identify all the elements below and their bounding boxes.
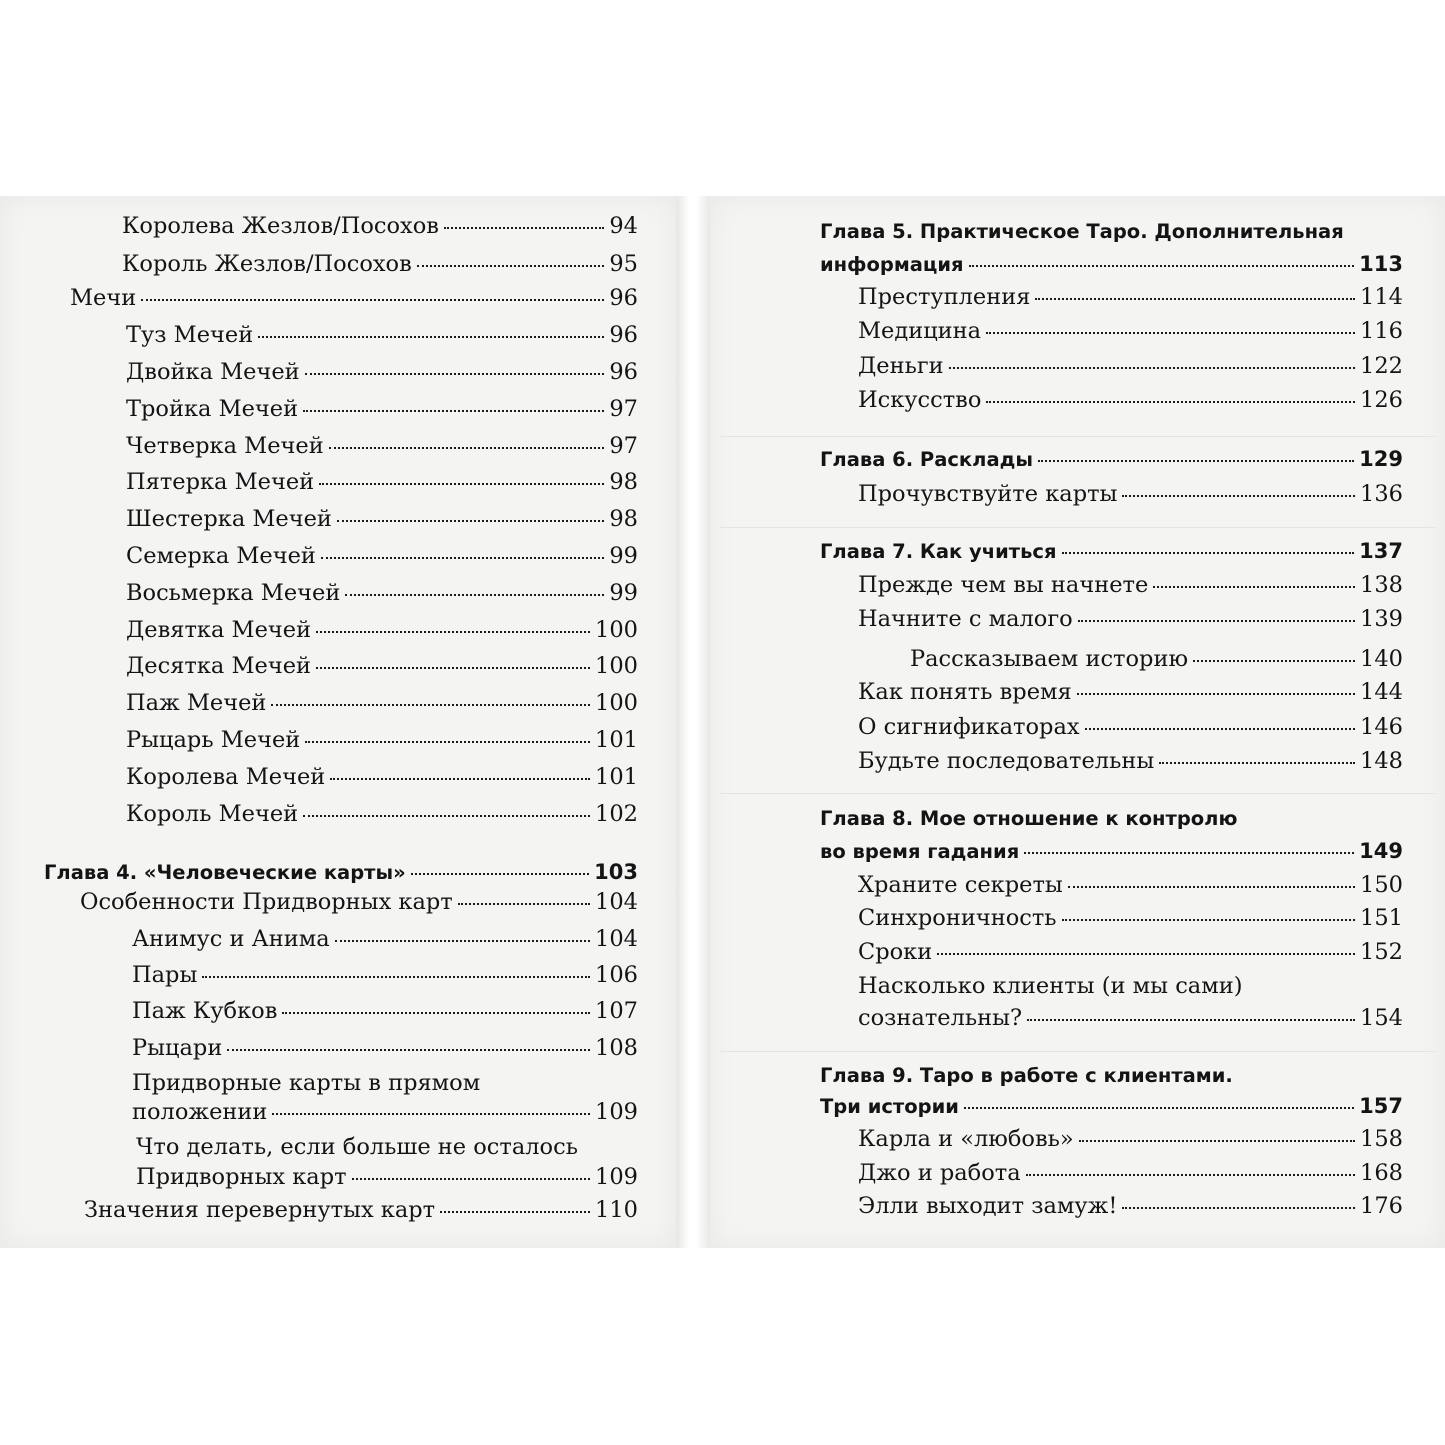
toc-entry-page: 158 (1360, 1126, 1403, 1152)
toc-entry (126, 432, 638, 460)
toc-entry (122, 250, 638, 278)
toc-entry-title-line: Придворные карты в прямом (132, 1070, 481, 1096)
dot-leader (1062, 919, 1355, 921)
toc-entry-title: Пары (132, 962, 198, 988)
toc-entry-page: 149 (1359, 839, 1403, 863)
toc-entry-page: 137 (1359, 539, 1403, 563)
toc-entry-page: 109 (595, 1099, 638, 1125)
toc-entry-title: Десятка Мечей (126, 653, 312, 679)
toc-entry-page: 103 (594, 860, 638, 884)
dot-leader (1159, 762, 1355, 764)
dot-leader (964, 1107, 1354, 1109)
toc-entry-title: Сроки (858, 939, 933, 965)
toc-entry-page: 168 (1360, 1160, 1403, 1186)
toc-entry-page: 98 (609, 469, 638, 495)
toc-entry-title: Карла и «любовь» (858, 1126, 1074, 1152)
toc-entry-title: Синхроничность (858, 905, 1057, 931)
toc-entry (858, 747, 1403, 775)
toc-entry (122, 212, 638, 240)
toc-entry-title: Придворных карт (136, 1164, 347, 1190)
toc-entry-title: Шестерка Мечей (126, 506, 332, 532)
dot-leader (444, 227, 604, 229)
toc-entry (126, 468, 638, 496)
toc-entry-page: 146 (1360, 714, 1403, 740)
toc-entry (126, 726, 638, 754)
dot-leader (227, 1049, 590, 1051)
toc-entry-title: Глава 6. Расклады (820, 448, 1033, 471)
toc-entry (126, 542, 638, 570)
dot-leader (272, 1113, 590, 1115)
toc-entry-title: Пятерка Мечей (126, 469, 315, 495)
toc-entry (858, 871, 1403, 899)
dot-leader (1068, 886, 1355, 888)
dot-leader (319, 483, 604, 485)
toc-entry-page: 100 (595, 690, 638, 716)
chapter-heading (820, 1092, 1403, 1121)
toc-entry (84, 1196, 638, 1224)
toc-entry (70, 284, 638, 312)
toc-entry-page: 96 (609, 359, 638, 385)
dot-leader (986, 401, 1355, 403)
toc-entry-page: 151 (1360, 905, 1403, 931)
toc-entry (132, 925, 638, 953)
toc-entry-title: Паж Кубков (132, 998, 278, 1024)
toc-entry-page: 144 (1360, 679, 1403, 705)
toc-entry-page: 106 (595, 962, 638, 988)
toc-entry-page: 94 (609, 213, 638, 239)
toc-entry-page: 99 (609, 580, 638, 606)
toc-entry (858, 938, 1403, 966)
dot-leader (305, 741, 590, 743)
dot-leader (1035, 298, 1355, 300)
dot-leader (986, 332, 1355, 334)
toc-entry (126, 505, 638, 533)
toc-entry (132, 1034, 638, 1062)
toc-list-right (710, 196, 1445, 1248)
chapter-heading-line: Глава 8. Мое отношение к контролю (820, 807, 1238, 830)
toc-entry-page: 107 (595, 998, 638, 1024)
toc-entry-title: положении (132, 1099, 268, 1125)
section-divider (720, 1051, 1435, 1052)
toc-entry-title: Глава 4. «Человеческие карты» (44, 861, 406, 884)
dot-leader (303, 815, 590, 817)
dot-leader (329, 447, 605, 449)
toc-entry-page: 157 (1359, 1094, 1403, 1118)
dot-leader (969, 265, 1355, 267)
toc-entry-title: Элли выходит замуж! (858, 1193, 1118, 1219)
toc-entry (858, 1125, 1403, 1153)
toc-entry-title: во время гадания (820, 840, 1020, 863)
section-divider (720, 527, 1435, 528)
toc-entry (126, 652, 638, 680)
toc-entry-page: 150 (1360, 872, 1403, 898)
dot-leader (1077, 693, 1355, 695)
toc-entry-page: 101 (595, 764, 638, 790)
dot-leader (1078, 620, 1355, 622)
toc-list-left (0, 196, 676, 1248)
toc-entry-page: 101 (595, 727, 638, 753)
toc-entry-title: Двойка Мечей (126, 359, 300, 385)
toc-entry-title: Медицина (858, 318, 982, 344)
toc-entry-title: Туз Мечей (126, 322, 254, 348)
toc-entry-title: Храните секреты (858, 872, 1063, 898)
dot-leader (316, 667, 590, 669)
toc-entry (910, 645, 1403, 673)
dot-leader (1026, 1174, 1355, 1176)
toc-entry-title: Особенности Придворных карт (80, 889, 453, 915)
dot-leader (1153, 586, 1355, 588)
dot-leader (202, 976, 590, 978)
toc-entry (126, 579, 638, 607)
toc-entry (858, 904, 1403, 932)
toc-entry (126, 800, 638, 828)
toc-entry-title: Джо и работа (858, 1160, 1021, 1186)
toc-entry-title: Начните с малого (858, 606, 1073, 632)
dot-leader (1122, 495, 1355, 497)
toc-entry-title: Прежде чем вы начнете (858, 572, 1149, 598)
dot-leader (330, 778, 590, 780)
toc-entry-page: 110 (595, 1197, 638, 1223)
dot-leader (271, 704, 590, 706)
toc-entry-title: Девятка Мечей (126, 617, 312, 643)
book-gutter (676, 196, 710, 1248)
toc-entry (858, 480, 1403, 508)
dot-leader (1085, 728, 1355, 730)
toc-entry (858, 386, 1403, 414)
section-divider (720, 436, 1435, 437)
dot-leader (345, 594, 604, 596)
dot-leader (937, 953, 1355, 955)
dot-leader (411, 873, 589, 875)
toc-entry (126, 763, 638, 791)
dot-leader (1027, 1019, 1355, 1021)
toc-entry-title: Мечи (70, 285, 137, 311)
toc-entry (858, 678, 1403, 706)
chapter-heading (820, 445, 1403, 474)
toc-entry (132, 961, 638, 989)
toc-entry (858, 317, 1403, 345)
toc-entry-page: 104 (595, 926, 638, 952)
dot-leader (417, 265, 605, 267)
toc-entry-title: Как понять время (858, 679, 1072, 705)
toc-entry-page: 109 (595, 1164, 638, 1190)
dot-leader (1122, 1207, 1355, 1209)
toc-entry-page: 102 (595, 801, 638, 827)
chapter-heading-line: Глава 9. Таро в работе с клиентами. (820, 1064, 1233, 1087)
dot-leader (335, 940, 590, 942)
dot-leader (305, 373, 605, 375)
dot-leader (1062, 552, 1355, 554)
toc-entry-page: 95 (609, 251, 638, 277)
dot-leader (282, 1012, 590, 1014)
toc-entry (126, 395, 638, 423)
toc-entry-page: 97 (609, 433, 638, 459)
chapter-heading (820, 250, 1403, 279)
right-book-page (710, 196, 1445, 1248)
dot-leader (316, 631, 590, 633)
toc-entry (858, 283, 1403, 311)
dot-leader (1193, 660, 1355, 662)
toc-entry (126, 689, 638, 717)
toc-entry-page: 140 (1360, 646, 1403, 672)
dot-leader (1038, 460, 1354, 462)
toc-entry-title: Четверка Мечей (126, 433, 324, 459)
toc-entry-title: О сигнификаторах (858, 714, 1080, 740)
toc-entry-page: 138 (1360, 572, 1403, 598)
toc-entry-title: Король Мечей (126, 801, 299, 827)
toc-entry-page: 113 (1359, 252, 1403, 276)
toc-entry-page: 96 (609, 322, 638, 348)
toc-entry-title: Значения перевернутых карт (84, 1197, 436, 1223)
dot-leader (258, 336, 604, 338)
toc-entry-page: 122 (1360, 353, 1403, 379)
toc-entry (858, 352, 1403, 380)
chapter-heading (820, 537, 1403, 566)
toc-entry-title: Семерка Мечей (126, 543, 316, 569)
toc-entry (126, 358, 638, 386)
toc-entry-title: Восьмерка Мечей (126, 580, 341, 606)
toc-entry (858, 1004, 1403, 1032)
toc-entry-title: Деньги (858, 353, 944, 379)
chapter-heading (44, 858, 638, 887)
dot-leader (337, 520, 604, 522)
toc-entry (858, 1192, 1403, 1220)
toc-entry-title: Три истории (820, 1095, 959, 1118)
toc-entry-page: 96 (609, 285, 638, 311)
toc-entry-page: 176 (1360, 1193, 1403, 1219)
toc-entry (80, 888, 638, 916)
toc-entry-page: 136 (1360, 481, 1403, 507)
toc-entry-page: 126 (1360, 387, 1403, 413)
toc-entry-title: Искусство (858, 387, 982, 413)
toc-entry-page: 139 (1360, 606, 1403, 632)
toc-entry (126, 321, 638, 349)
toc-entry-title: Преступления (858, 284, 1031, 310)
toc-entry-page: 152 (1360, 939, 1403, 965)
toc-entry (858, 1159, 1403, 1187)
toc-entry (858, 605, 1403, 633)
dot-leader (1024, 852, 1354, 854)
toc-entry (132, 997, 638, 1025)
toc-entry-page: 129 (1359, 447, 1403, 471)
dot-leader (303, 410, 604, 412)
dot-leader (949, 367, 1355, 369)
toc-entry-title: информация (820, 253, 964, 276)
toc-entry-title: Анимус и Анима (132, 926, 330, 952)
toc-entry-title: Рыцарь Мечей (126, 727, 301, 753)
left-book-page (0, 196, 676, 1248)
section-divider (720, 793, 1435, 794)
dot-leader (352, 1178, 590, 1180)
dot-leader (458, 903, 590, 905)
toc-entry-title: Прочувствуйте карты (858, 481, 1118, 507)
dot-leader (440, 1211, 590, 1213)
toc-entry-title-line: Что делать, если больше не осталось (136, 1134, 578, 1160)
toc-entry-title: Королева Мечей (126, 764, 326, 790)
toc-entry-title: Рыцари (132, 1035, 223, 1061)
toc-entry (126, 616, 638, 644)
dot-leader (1079, 1140, 1355, 1142)
toc-entry-page: 114 (1360, 284, 1403, 310)
toc-entry-page: 98 (609, 506, 638, 532)
toc-entry-page: 97 (609, 396, 638, 422)
toc-entry-page: 99 (609, 543, 638, 569)
toc-entry (858, 713, 1403, 741)
toc-entry (858, 571, 1403, 599)
toc-entry-title: Тройка Мечей (126, 396, 299, 422)
toc-entry-page: 116 (1360, 318, 1403, 344)
toc-entry-title: Король Жезлов/Посохов (122, 251, 412, 277)
chapter-heading-line: Глава 5. Практическое Таро. Дополнительная (820, 220, 1344, 243)
toc-entry-page: 104 (595, 889, 638, 915)
toc-entry-page: 154 (1360, 1005, 1403, 1031)
toc-entry-page: 108 (595, 1035, 638, 1061)
toc-entry (136, 1163, 638, 1191)
toc-entry-title-line: Насколько клиенты (и мы сами) (858, 973, 1243, 999)
toc-entry-title: сознательны? (858, 1005, 1023, 1031)
toc-entry-page: 100 (595, 653, 638, 679)
toc-entry-title: Глава 7. Как учиться (820, 540, 1057, 563)
dot-leader (321, 557, 604, 559)
chapter-heading (820, 837, 1403, 866)
toc-entry-title: Королева Жезлов/Посохов (122, 213, 439, 239)
toc-entry-title: Будьте последовательны (858, 748, 1155, 774)
toc-entry-title: Паж Мечей (126, 690, 267, 716)
toc-entry-page: 100 (595, 617, 638, 643)
toc-entry (132, 1098, 638, 1126)
dot-leader (141, 299, 604, 301)
toc-entry-page: 148 (1360, 748, 1403, 774)
toc-entry-title: Рассказываем историю (910, 646, 1189, 672)
